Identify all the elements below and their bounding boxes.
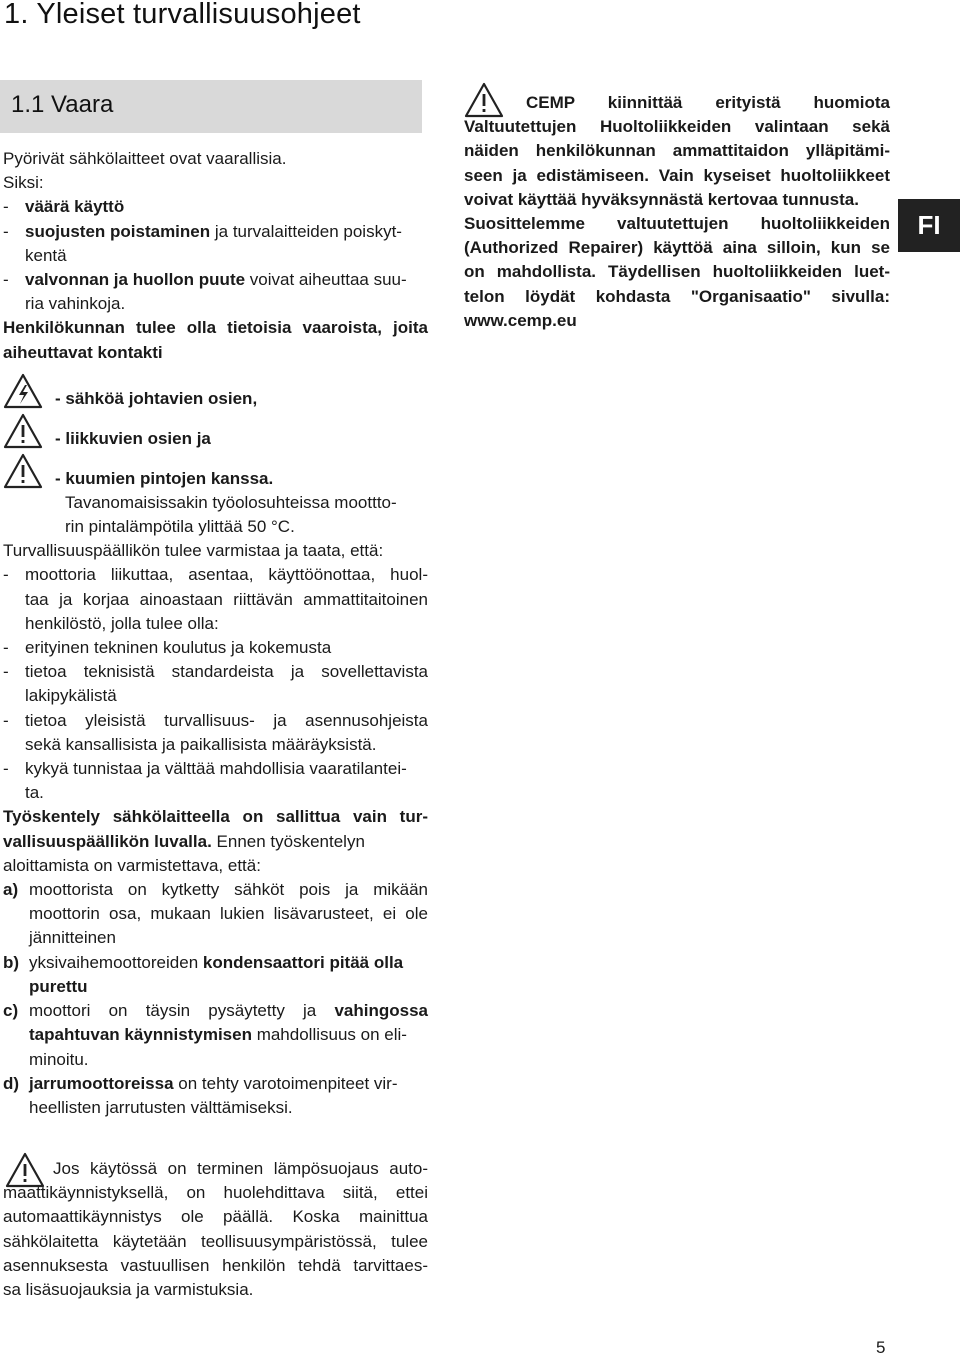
list-item: - tietoa teknisistä standardeista ja sovellettavista lakipykälistä [3, 662, 428, 706]
intro-text-2: Siksi: [3, 173, 44, 193]
list-item: - tietoa yleisistä turvallisuus- ja asennusohjeista sekä kansallisista ja paikallisista määräyksistä. [3, 710, 428, 754]
service-text-line: telon löydät kohdasta "Organisaatio" sivulla: [464, 286, 890, 306]
language-tab: FI [898, 199, 960, 252]
list-item: - suojusten poistaminen ja turvalaitteiden poiskyt- kentä [3, 221, 402, 265]
hazard-text: - liikkuvien osien ja [55, 428, 211, 448]
hazard-note: Tavanomaisissakin työolosuhteissa moottto- rin pintalämpötila ylittää 50 °C. [65, 492, 397, 537]
section-title: 1.1 Vaara [11, 91, 114, 118]
list-item: - kykyä tunnistaa ja välttää mahdollisia vaaratilantei- ta. [3, 759, 407, 803]
responsibility-intro: Turvallisuuspäällikön tulee varmistaa ja taata, että: [3, 541, 384, 561]
list-item: - väärä käyttö [3, 197, 125, 217]
intro-text: Pyörivät sähkölaitteet ovat vaarallisia. [3, 149, 287, 168]
service-text-line: näiden henkilökunnan ammattitaidon ylläpitämi- [464, 141, 890, 161]
list-item: - erityinen tekninen koulutus ja kokemusta [3, 638, 332, 658]
service-text: CEMP kiinnittää erityistä huomiota [526, 93, 890, 112]
hazard-hot [3, 463, 428, 491]
left-column [3, 147, 428, 1120]
service-text-line: Suosittelemme valtuutettujen huoltoliikkeiden [464, 214, 890, 234]
hazard-text: - kuumien pintojen kanssa. [55, 468, 274, 488]
page-number: 5 [876, 1338, 886, 1357]
hazard-electric [3, 383, 428, 423]
hazard-text: - sähköä johtavien osien, [55, 388, 258, 408]
warning-triangle-icon [3, 413, 49, 456]
electric-hazard-icon [3, 373, 49, 416]
list-item: - valvonnan ja huollon puute voivat aiheuttaa suu- ria vahinkoja. [3, 270, 407, 314]
service-text-line: on mahdollista. Täydellisen huoltoliikkeiden luet- [464, 262, 890, 282]
condition-c: c) moottori on täysin pysäytetty ja vahingossa tapahtuvan käynnistymisen mahdollisuus on eli- minoitu. [3, 1001, 428, 1069]
service-text-line: voivat käyttää hyväksynnästä kertovaa tunnusta. [464, 189, 859, 209]
condition-b: b) yksivaihemoottoreiden kondensaattori pitää olla purettu [3, 952, 404, 996]
right-column [464, 91, 890, 333]
condition-d: d) jarrumoottoreissa on tehty varotoimenpiteet vir- heellisten jarrutusten välttämiseksi. [3, 1073, 398, 1117]
warning-triangle-icon [3, 453, 49, 496]
condition-a: a) moottorista on kytketty sähköt pois ja mikään moottorin osa, mukaan lukien lisävarusteet, ei ole jännitteinen [3, 880, 428, 948]
service-text-line: Valtuutettujen Huoltoliikkeiden valintaan sekä [464, 117, 890, 137]
work-permission: Työskentely sähkölaitteella on sallittua vain tur- vallisuuspäällikön luvalla. Ennen työskentelyn aloittamista on varmistettava, että: [3, 807, 428, 875]
service-text-line: (Authorized Repairer) käyttöä aina silloin, kun se [464, 238, 890, 258]
hazard-moving [3, 423, 428, 463]
service-text-line: seen ja edistämiseen. Vain kyseiset huoltoliikkeet [464, 165, 890, 185]
website-link: www.cemp.eu [464, 310, 577, 330]
list-item: - moottoria liikuttaa, asentaa, käyttöönottaa, huol- taa ja korjaa ainoastaan riittävän ammattitaitoinen henkilöstö, jolla tulee olla: [3, 565, 428, 633]
page-title: 1. Yleiset turvallisuusohjeet [4, 0, 361, 30]
section-header-bar [0, 80, 422, 133]
thermal-protection-note: Jos käytössä on terminen lämpösuojaus auto- maattikäynnistyksellä, on huolehdittava siitä, ettei automaattikäynnistys ole päällä. Koska mainittua sähkölaitetta käytetään teollisuusympäristössä, tulee asennuksesta vastuullisen henkilön tehdä tarvittaes- sa lisäsuojauksia ja varmistuksia. [3, 1159, 428, 1300]
hazard-intro: Henkilökunnan tulee olla tietoisia vaaroista, joita aiheuttavat kontakti [3, 318, 428, 362]
